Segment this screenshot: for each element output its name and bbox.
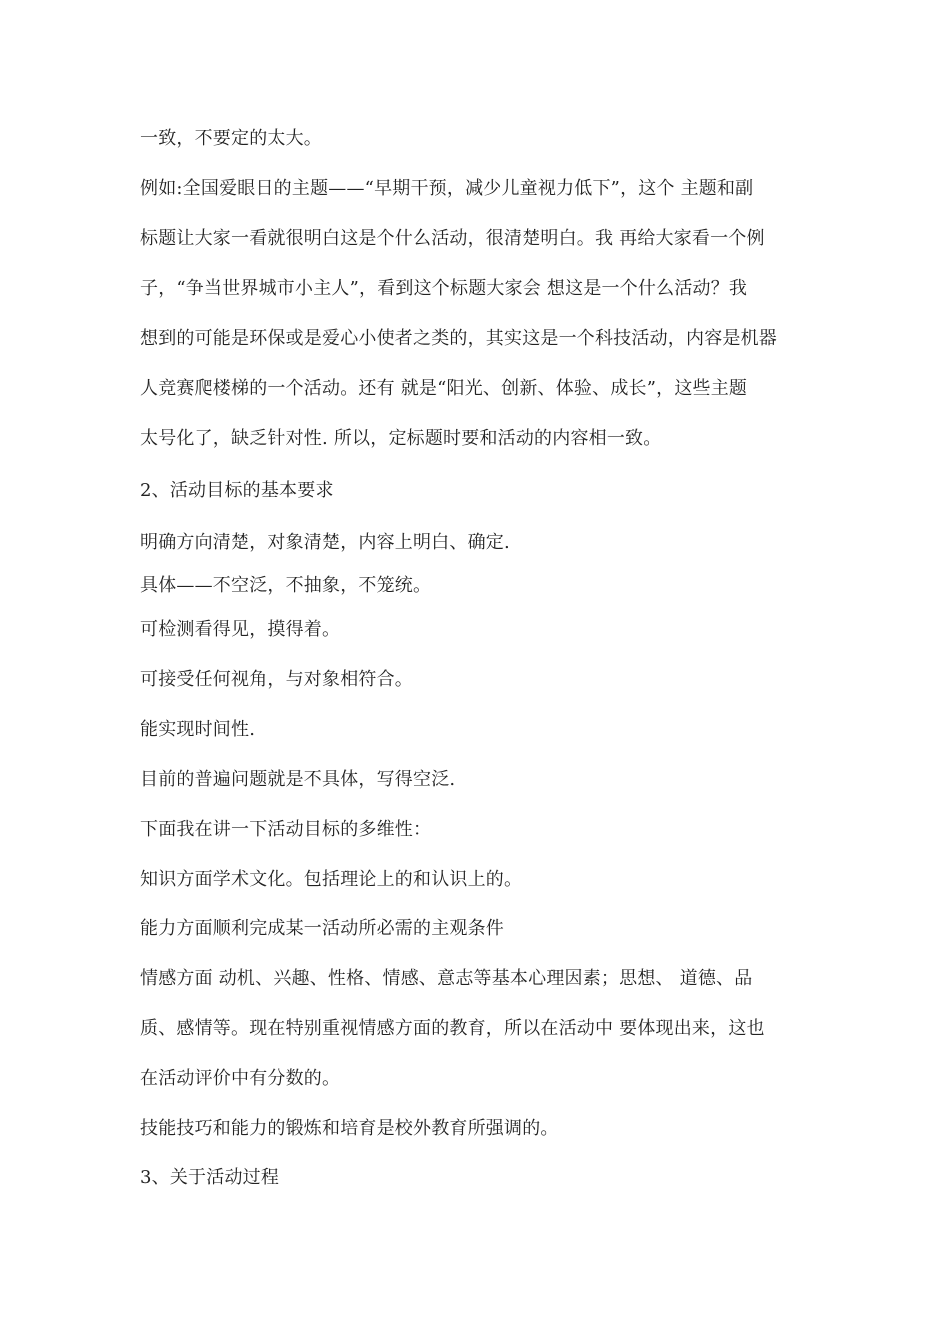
- paragraph-line: 质、感情等。现在特别重视情感方面的教育，所以在活动中 要体现出来，这也: [140, 1018, 765, 1039]
- list-item: 能实现时间性.: [140, 719, 256, 740]
- list-item: 可检测看得见，摸得着。: [140, 619, 341, 640]
- paragraph-line: 太号化了，缺乏针对性. 所以，定标题时要和活动的内容相一致。: [140, 428, 662, 449]
- paragraph-line: 一致，不要定的太大。: [140, 128, 322, 149]
- paragraph-line: 标题让大家一看就很明白这是个什么活动，很清楚明白。我 再给大家看一个例: [140, 228, 765, 249]
- section-heading: 3、关于活动过程: [140, 1167, 280, 1188]
- paragraph-line: 想到的可能是环保或是爱心小使者之类的，其实这是一个科技活动，内容是机器: [140, 328, 777, 349]
- paragraph-line: 子，“争当世界城市小主人”，看到这个标题大家会 想这是一个什么活动？我: [140, 278, 748, 299]
- paragraph-line: 技能技巧和能力的锻炼和培育是校外教育所强调的。: [140, 1118, 559, 1139]
- paragraph-line: 人竞赛爬楼梯的一个活动。还有 就是“阳光、创新、体验、成长”，这些主题: [140, 378, 748, 399]
- list-item: 能力方面顺利完成某一活动所必需的主观条件: [140, 918, 504, 939]
- list-item: 可接受任何视角，与对象相符合。: [140, 669, 413, 690]
- paragraph-line: 目前的普遍问题就是不具体，写得空泛.: [140, 769, 456, 790]
- paragraph-line: 在活动评价中有分数的。: [140, 1068, 341, 1089]
- list-item: 知识方面学术文化。包括理论上的和认识上的。: [140, 869, 523, 890]
- paragraph-line: 下面我在讲一下活动目标的多维性：: [140, 819, 432, 840]
- paragraph-line: 情感方面 动机、兴趣、性格、情感、意志等基本心理因素；思想、 道德、品: [140, 968, 753, 989]
- paragraph-line: 例如:全国爱眼日的主题——“早期干预，减少儿童视力低下”，这个 主题和副: [140, 178, 754, 199]
- section-heading: 2、活动目标的基本要求: [140, 480, 334, 501]
- list-item: 具体——不空泛，不抽象，不笼统。: [140, 575, 432, 596]
- list-item: 明确方向清楚，对象清楚，内容上明白、确定.: [140, 532, 510, 553]
